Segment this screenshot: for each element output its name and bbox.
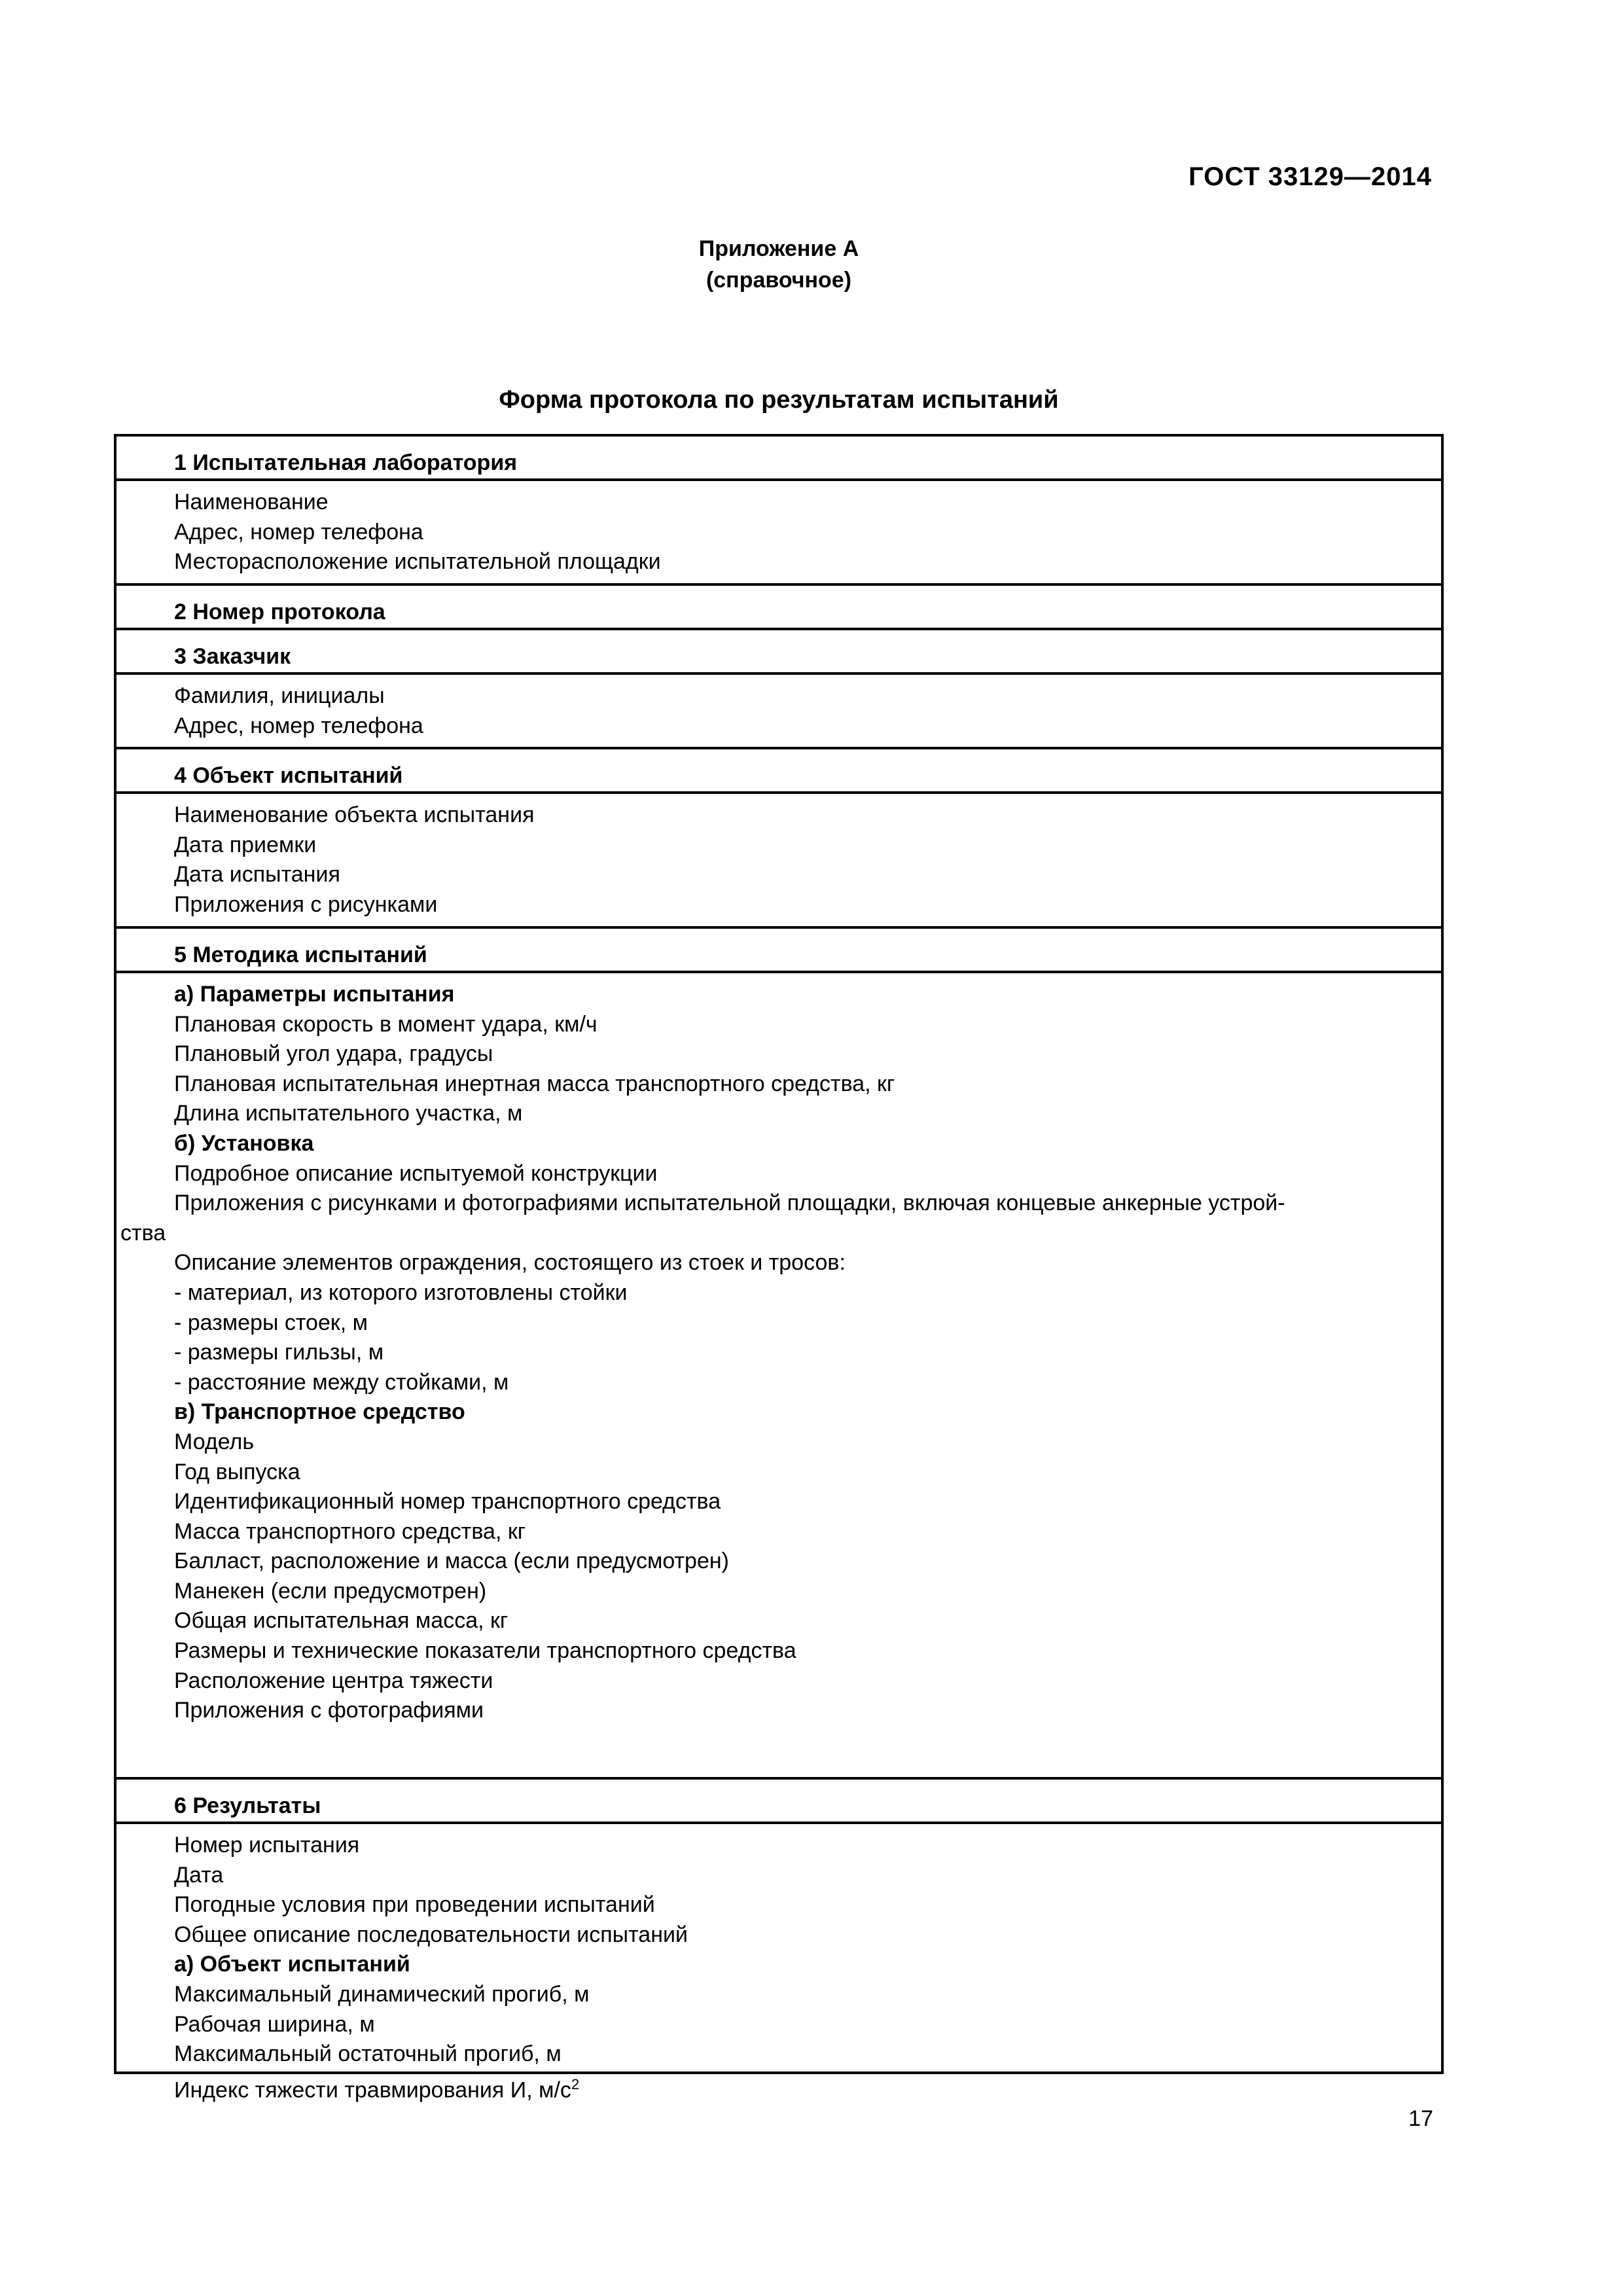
- list-item: Погодные условия при проведении испытаний: [174, 1892, 655, 1918]
- list-item: Адрес, номер телефона: [174, 713, 423, 738]
- document-code: ГОСТ 33129—2014: [1188, 162, 1432, 191]
- list-item: - расстояние между стойками, м: [174, 1369, 509, 1395]
- subsection-title: а) Объект испытаний: [174, 1952, 410, 1977]
- list-item: Общая испытательная масса, кг: [174, 1608, 508, 1634]
- list-item: Наименование объекта испытания: [174, 802, 535, 827]
- list-item: Номер испытания: [174, 1833, 360, 1857]
- list-item: Идентификационный номер транспортного средства: [174, 1489, 721, 1515]
- list-item: Масса транспортного средства, кг: [174, 1518, 526, 1544]
- list-item: Год выпуска: [174, 1459, 300, 1484]
- list-item-continuation: ства: [120, 1220, 166, 1246]
- list-item: Дата испытания: [174, 862, 340, 888]
- injury-index-label: Индекс тяжести травмирования И, м/с: [174, 2077, 571, 2103]
- list-item: Дата: [174, 1862, 224, 1888]
- superscript: 2: [571, 2075, 580, 2092]
- list-item: Расположение центра тяжести: [174, 1668, 493, 1693]
- section-6-header: 6 Результаты: [116, 1780, 1441, 1824]
- appendix-subtitle: (справочное): [705, 268, 852, 293]
- list-item: Адрес, номер телефона: [174, 519, 423, 545]
- subsection-title: в) Транспортное средство: [174, 1399, 465, 1425]
- subsection-title: б) Установка: [174, 1130, 314, 1156]
- list-item: Наименование: [174, 490, 329, 514]
- subsection-title: а) Параметры испытания: [174, 982, 455, 1007]
- page-number: 17: [1408, 2106, 1433, 2131]
- section-2-header: 2 Номер протокола: [116, 586, 1441, 630]
- list-item: Фамилия, инициалы: [174, 683, 385, 708]
- list-item: Размеры и технические показатели транспортного средства: [174, 1638, 796, 1664]
- list-item: Максимальный остаточный прогиб, м: [174, 2041, 562, 2067]
- form-title: Форма протокола по результатам испытаний: [499, 386, 1059, 414]
- list-item: Максимальный динамический прогиб, м: [174, 1981, 590, 2007]
- list-item: - размеры гильзы, м: [174, 1340, 384, 1365]
- section-1-header: 1 Испытательная лаборатория: [116, 437, 1441, 481]
- list-item: Общее описание последовательности испытаний: [174, 1922, 688, 1947]
- list-item: Приложения с рисунками: [174, 891, 438, 917]
- list-item: Плановый угол удара, градусы: [174, 1041, 493, 1067]
- list-item: Дата приемки: [174, 832, 317, 857]
- list-item: Месторасположение испытательной площадки: [174, 549, 661, 575]
- list-item: Приложения с рисунками и фотографиями испытательной площадки, включая концевые анкерные устрой-: [174, 1191, 1285, 1216]
- section-5-header: 5 Методика испытаний: [116, 929, 1441, 973]
- list-item: [174, 2070, 1428, 2106]
- appendix-heading: [0, 233, 1558, 296]
- list-item: Подробное описание испытуемой конструкции: [174, 1160, 658, 1186]
- protocol-form-table: [114, 434, 1444, 2103]
- section-5-body: [116, 973, 1441, 1780]
- list-item: Описание элементов ограждения, состоящего из стоек и тросов:: [174, 1250, 846, 1276]
- section-1-body: [116, 481, 1441, 586]
- section-4-header: 4 Объект испытаний: [116, 749, 1441, 794]
- section-4-body: [116, 794, 1441, 929]
- list-item: Манекен (если предусмотрен): [174, 1578, 487, 1604]
- list-item: Длина испытательного участка, м: [174, 1101, 523, 1126]
- section-3-body: [116, 675, 1441, 749]
- section-6-body: [116, 1824, 1441, 2103]
- list-item: Приложения с фотографиями: [174, 1698, 484, 1723]
- list-item: Плановая скорость в момент удара, км/ч: [174, 1011, 597, 1037]
- section-3-header: 3 Заказчик: [116, 630, 1441, 675]
- list-item: Модель: [174, 1429, 255, 1454]
- appendix-title: Приложение А: [698, 236, 859, 261]
- list-item: - размеры стоек, м: [174, 1310, 368, 1335]
- list-item: - материал, из которого изготовлены стойки: [174, 1280, 628, 1305]
- list-item: Плановая испытательная инертная масса транспортного средства, кг: [174, 1071, 895, 1096]
- list-item: Балласт, расположение и масса (если предусмотрен): [174, 1549, 729, 1574]
- list-item: Рабочая ширина, м: [174, 2011, 375, 2037]
